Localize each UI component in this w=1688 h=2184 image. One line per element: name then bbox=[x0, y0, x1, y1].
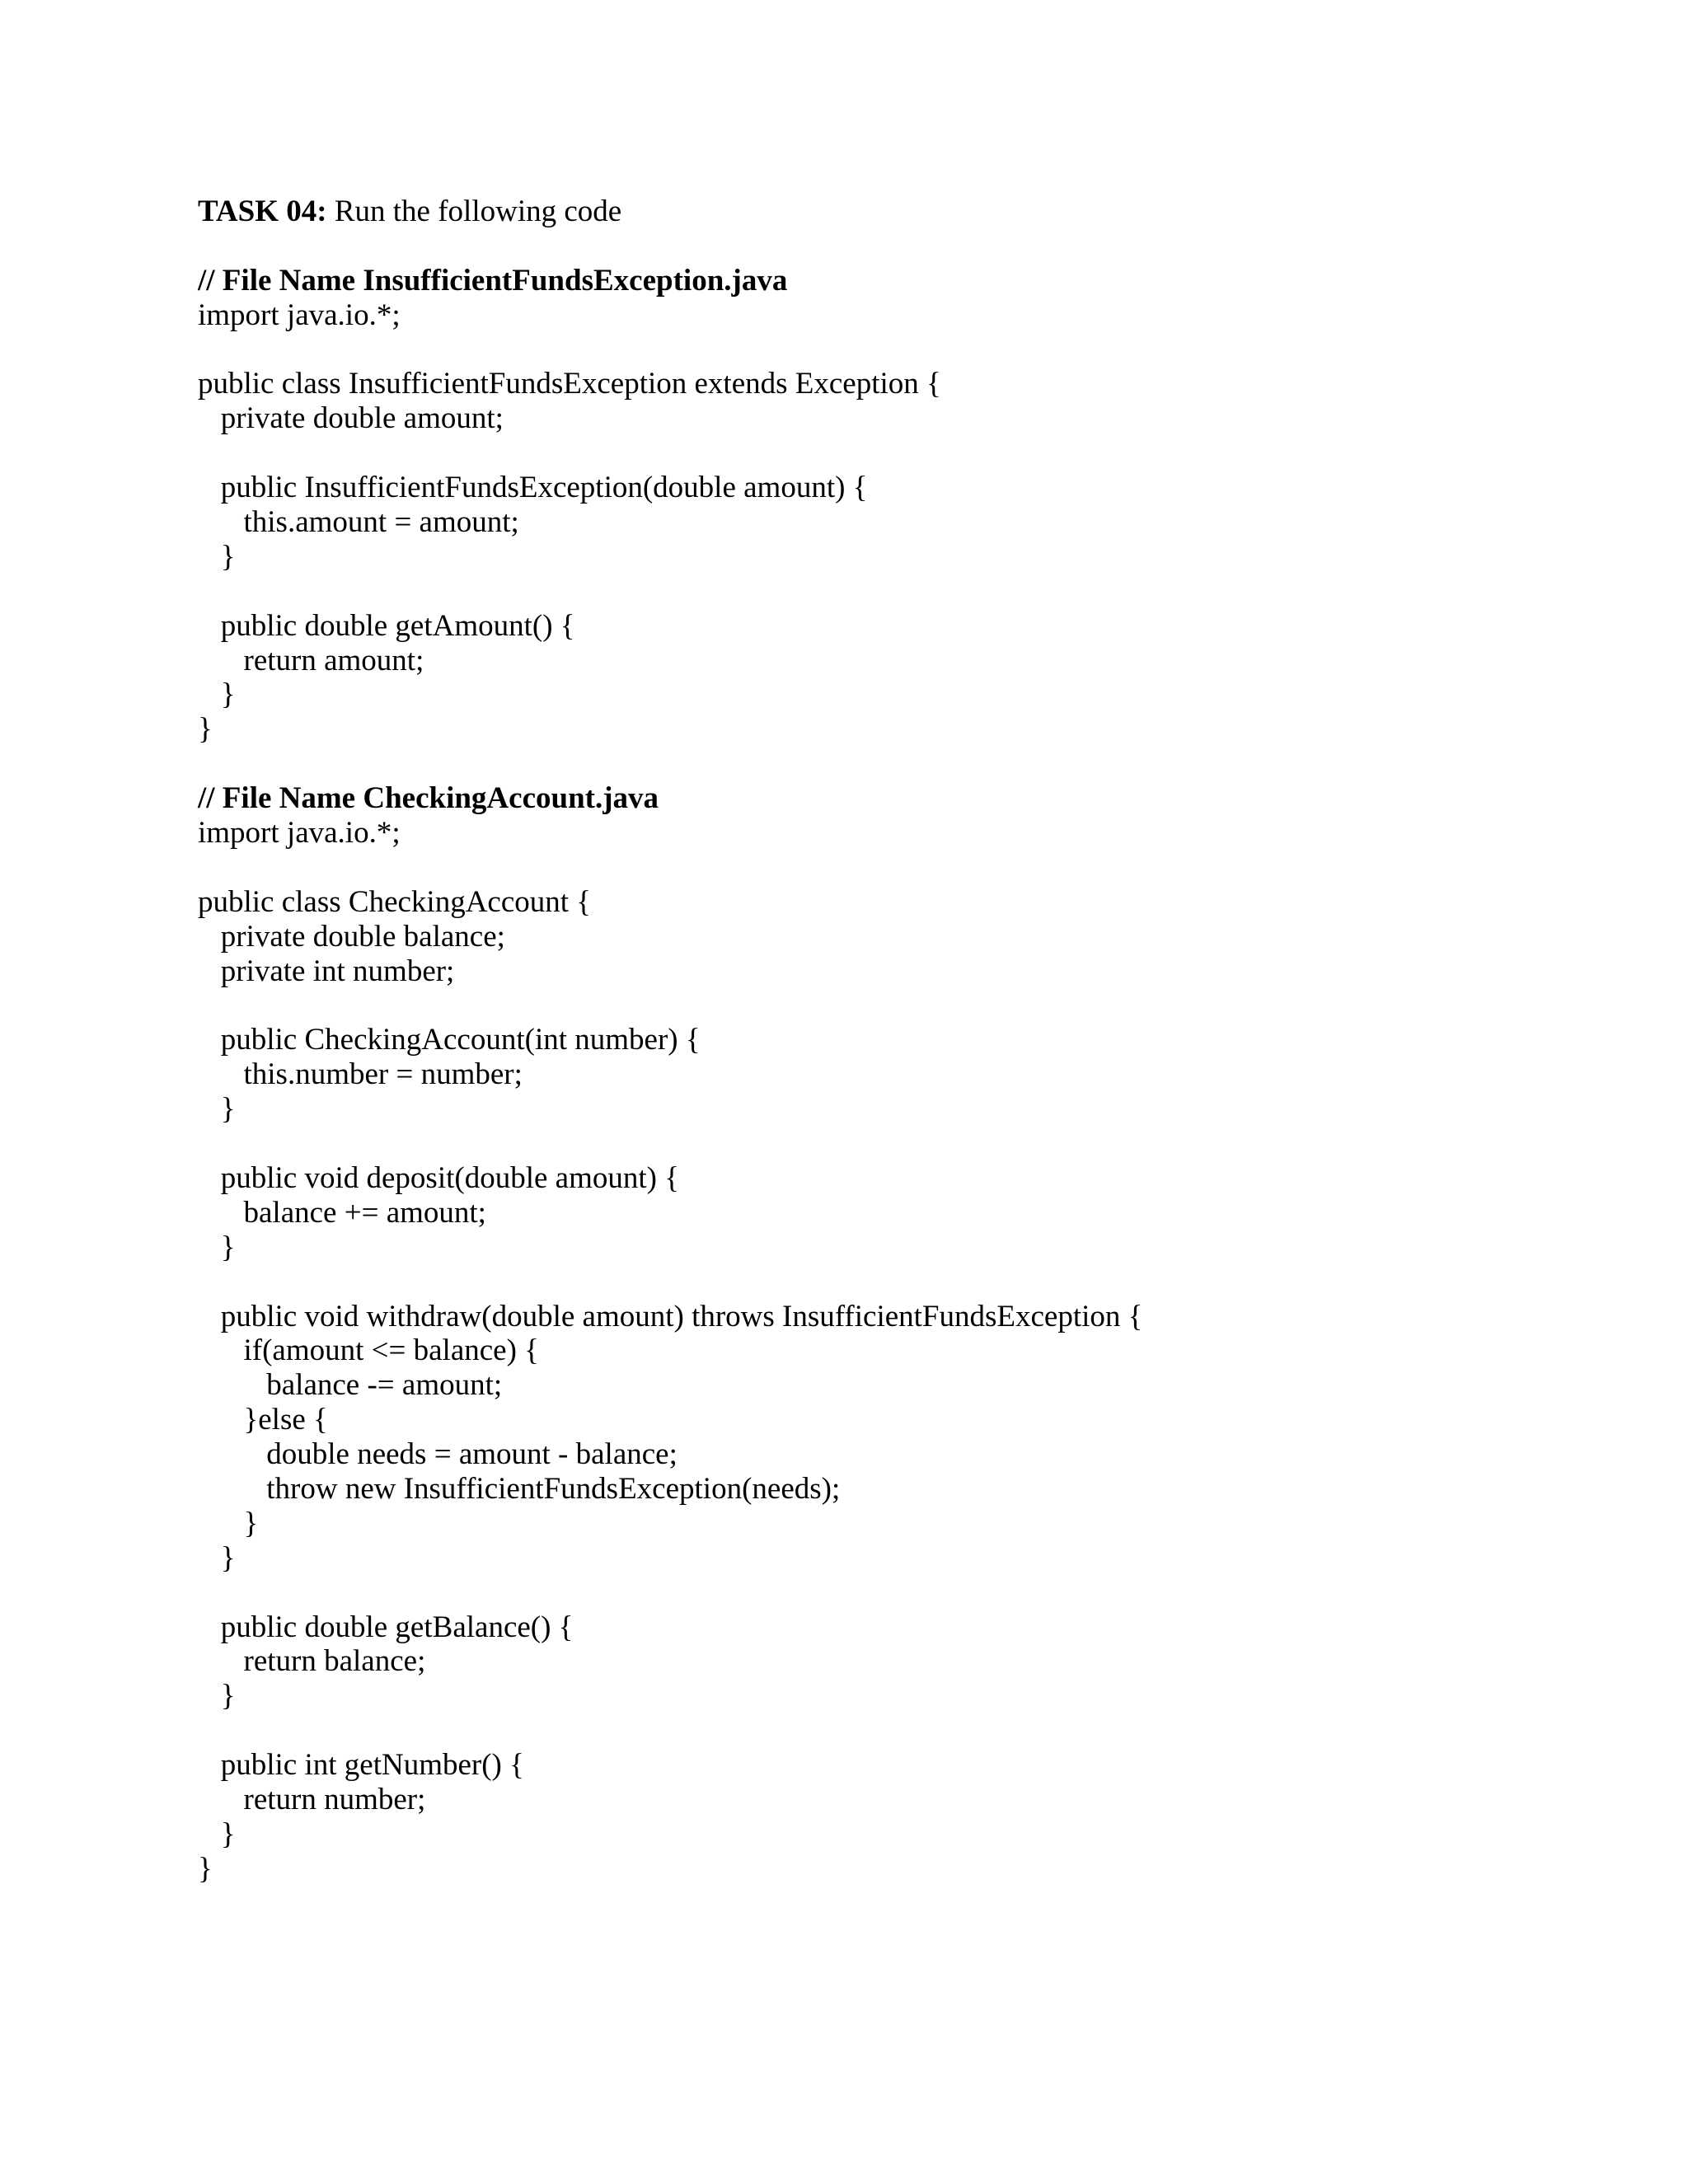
code-file-2 bbox=[198, 781, 1599, 1886]
code-line: } bbox=[198, 677, 236, 712]
code-line: } bbox=[198, 1851, 213, 1886]
code-line: this.number = number; bbox=[198, 1057, 523, 1092]
code-line: } bbox=[198, 1506, 259, 1540]
code-line bbox=[198, 574, 1599, 609]
task-label: TASK 04: bbox=[198, 194, 327, 228]
code-line: private double balance; bbox=[198, 919, 505, 954]
code-line: private double amount; bbox=[198, 401, 504, 436]
code-line: public class InsufficientFundsException extends Exception { bbox=[198, 367, 941, 401]
code-line: public CheckingAccount(int number) { bbox=[198, 1023, 701, 1057]
code-line: }else { bbox=[198, 1403, 328, 1437]
blank-line bbox=[198, 747, 1599, 781]
code-line: return number; bbox=[198, 1782, 426, 1816]
code-line bbox=[198, 851, 1599, 885]
code-line: } bbox=[198, 1230, 236, 1264]
code-line bbox=[198, 1713, 1599, 1748]
code-line: public class CheckingAccount { bbox=[198, 884, 592, 919]
code-line: public void withdraw(double amount) throws InsufficientFundsException { bbox=[198, 1299, 1143, 1333]
code-line bbox=[198, 436, 1599, 471]
document-content bbox=[198, 194, 1599, 1886]
code-line bbox=[198, 333, 1599, 368]
code-line: public int getNumber() { bbox=[198, 1748, 524, 1783]
code-line bbox=[198, 1265, 1599, 1300]
code-line: } bbox=[198, 1679, 236, 1713]
code-line: import java.io.*; bbox=[198, 298, 401, 332]
code-line: } bbox=[198, 539, 236, 574]
code-line: } bbox=[198, 712, 213, 747]
code-line: } bbox=[198, 1540, 236, 1575]
code-line bbox=[198, 1576, 1599, 1610]
code-line bbox=[198, 1127, 1599, 1161]
code-line: if(amount <= balance) { bbox=[198, 1333, 539, 1368]
code-file-1 bbox=[198, 264, 1599, 747]
code-lines bbox=[198, 298, 1599, 748]
code-line: balance += amount; bbox=[198, 1195, 486, 1230]
code-line: this.amount = amount; bbox=[198, 505, 519, 540]
code-line: public double getBalance() { bbox=[198, 1610, 574, 1644]
code-line: } bbox=[198, 1816, 236, 1851]
code-line: } bbox=[198, 1092, 236, 1127]
code-line: private int number; bbox=[198, 954, 455, 988]
file-header: // File Name CheckingAccount.java bbox=[198, 781, 659, 816]
code-line: import java.io.*; bbox=[198, 816, 401, 851]
code-line: public double getAmount() { bbox=[198, 608, 575, 643]
code-line: double needs = amount - balance; bbox=[198, 1437, 678, 1472]
code-line: return amount; bbox=[198, 643, 424, 677]
code-line: balance -= amount; bbox=[198, 1368, 503, 1403]
code-line: throw new InsufficientFundsException(needs); bbox=[198, 1471, 841, 1506]
code-lines bbox=[198, 816, 1599, 1886]
code-line: public InsufficientFundsException(double amount) { bbox=[198, 471, 868, 505]
code-line: return balance; bbox=[198, 1644, 426, 1679]
code-line bbox=[198, 988, 1599, 1023]
file-header: // File Name InsufficientFundsException.java bbox=[198, 263, 788, 298]
blank-line bbox=[198, 229, 1599, 264]
code-line: public void deposit(double amount) { bbox=[198, 1160, 679, 1195]
task-heading bbox=[198, 194, 1599, 229]
task-instruction: Run the following code bbox=[326, 194, 622, 228]
